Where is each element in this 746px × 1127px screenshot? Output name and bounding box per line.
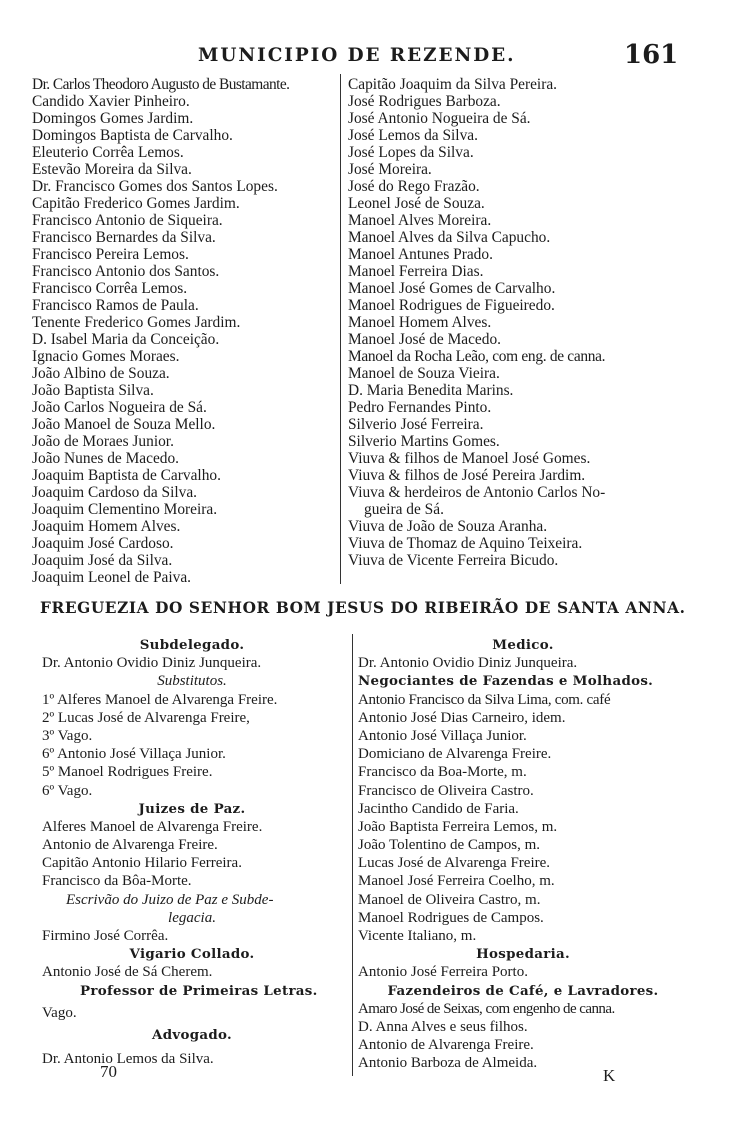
- list-item: José do Rego Frazão.: [348, 178, 480, 195]
- page-number: 161: [624, 40, 679, 70]
- section-title: FREGUEZIA DO SENHOR BOM JESUS DO RIBEIRÃO DE SANTA ANNA.: [40, 598, 686, 617]
- list-item: José Lemos da Silva.: [348, 127, 478, 144]
- list-item: José Rodrigues Barboza.: [348, 93, 501, 110]
- list-item: José Antonio Nogueira de Sá.: [348, 110, 531, 127]
- list-item: Antonio José Ferreira Porto.: [358, 964, 528, 981]
- list-item: Manoel Alves Moreira.: [348, 212, 492, 229]
- list-item: João Manoel de Souza Mello.: [32, 416, 216, 433]
- list-item: Antonio José Villaça Junior.: [358, 727, 527, 744]
- list-item: Dr. Francisco Gomes dos Santos Lopes.: [32, 178, 278, 195]
- list-item: Leonel José de Souza.: [348, 195, 485, 212]
- negociantes-heading: Negociantes de Fazendas e Molhados.: [358, 673, 654, 690]
- list-item: João Baptista Ferreira Lemos, m.: [358, 818, 558, 835]
- list-item: Viuva de Vicente Ferreira Bicudo.: [348, 552, 559, 569]
- list-item: Francisco da Boa-Morte, m.: [358, 764, 527, 781]
- list-item: Dr. Antonio Ovidio Diniz Junqueira.: [358, 655, 578, 672]
- advogado-heading: Advogado.: [152, 1026, 232, 1043]
- list-item: Manoel de Oliveira Castro, m.: [358, 891, 541, 908]
- list-item: Manoel José Gomes de Carvalho.: [348, 280, 556, 297]
- list-item: Antonio José Dias Carneiro, idem.: [358, 709, 566, 726]
- list-item: Francisco Pereira Lemos.: [32, 246, 189, 263]
- list-item: Dr. Antonio Ovidio Diniz Junqueira.: [42, 655, 262, 672]
- medico-heading: Medico.: [492, 637, 554, 653]
- name-list-left: [32, 76, 289, 586]
- subdelegado-heading: Subdelegado.: [139, 637, 245, 653]
- list-item: Francisco Ramos de Paula.: [32, 297, 199, 314]
- list-item: João Albino de Souza.: [32, 365, 170, 382]
- list-item: Viuva & filhos de José Pereira Jardim.: [348, 467, 586, 484]
- page-title: MUNICIPIO DE REZENDE.: [198, 44, 516, 66]
- list-item: João de Moraes Junior.: [32, 433, 174, 450]
- list-item: Silverio José Ferreira.: [348, 416, 484, 433]
- list-item: Alferes Manoel de Alvarenga Freire.: [42, 818, 263, 835]
- list-item: Joaquim Homem Alves.: [32, 518, 181, 535]
- list-item: Antonio de Alvarenga Freire.: [42, 837, 218, 854]
- running-head: [0, 40, 746, 72]
- list-item: João Tolentino de Campos, m.: [358, 837, 540, 854]
- officials-column: [42, 636, 342, 1068]
- substitutos-heading: Substitutos.: [157, 673, 227, 690]
- list-item: Capitão Antonio Hilario Ferreira.: [42, 855, 242, 872]
- list-item: Antonio Barboza de Almeida.: [358, 1055, 538, 1072]
- list-item: Estevão Moreira da Silva.: [32, 161, 192, 178]
- list-item: 5º Manoel Rodrigues Freire.: [42, 764, 213, 781]
- list-item: José Moreira.: [348, 161, 432, 178]
- escrivao-heading-continued: legacia.: [168, 909, 216, 926]
- list-item: 1º Alferes Manoel de Alvarenga Freire.: [42, 691, 278, 708]
- list-item: Francisco da Bôa-Morte.: [42, 873, 192, 890]
- list-item: Tenente Frederico Gomes Jardim.: [32, 314, 241, 331]
- commerce-column: [358, 636, 688, 1073]
- list-item: Antonio Francisco da Silva Lima, com. café: [358, 691, 611, 708]
- list-item: Silverio Martins Gomes.: [348, 433, 500, 450]
- list-item: Firmino José Corrêa.: [42, 928, 169, 944]
- list-item: João Baptista Silva.: [32, 382, 154, 399]
- list-item: Viuva & filhos de Manoel José Gomes.: [348, 450, 591, 467]
- list-item: 6º Antonio José Villaça Junior.: [42, 746, 226, 763]
- list-item: Manoel José Ferreira Coelho, m.: [358, 873, 555, 890]
- list-item: Domingos Baptista de Carvalho.: [32, 127, 233, 144]
- vigario-heading: Vigario Collado.: [129, 946, 255, 963]
- list-item: Domiciano de Alvarenga Freire.: [358, 746, 552, 763]
- list-item: Francisco Bernardes da Silva.: [32, 229, 216, 246]
- list-item: 6º Vago.: [42, 782, 93, 799]
- list-item: José Lopes da Silva.: [348, 144, 474, 161]
- list-item: Manoel Rodrigues de Figueiredo.: [348, 297, 555, 314]
- list-item: Francisco Antonio de Siqueira.: [32, 212, 223, 229]
- list-item: Capitão Joaquim da Silva Pereira.: [348, 76, 558, 93]
- list-item: Francisco Antonio dos Santos.: [32, 263, 220, 280]
- list-item: Joaquim José da Silva.: [32, 552, 173, 569]
- list-item: Viuva de João de Souza Aranha.: [348, 518, 548, 535]
- list-item: Dr. Antonio Lemos da Silva.: [42, 1051, 214, 1068]
- list-item: João Nunes de Macedo.: [32, 450, 180, 467]
- list-item: Manoel Ferreira Dias.: [348, 263, 484, 280]
- list-item: D. Isabel Maria da Conceição.: [32, 331, 220, 348]
- list-item: Antonio de Alvarenga Freire.: [358, 1037, 534, 1054]
- list-item: D. Anna Alves e seus filhos.: [358, 1018, 528, 1035]
- list-item: Francisco Corrêa Lemos.: [32, 280, 188, 297]
- list-item: Vicente Italiano, m.: [358, 928, 477, 944]
- list-item: Manoel da Rocha Leão, com eng. de canna.: [348, 348, 606, 365]
- list-item: Amaro José de Seixas, com engenho de canna.: [358, 1000, 615, 1017]
- signature-mark: K: [603, 1066, 616, 1085]
- list-item: Dr. Carlos Theodoro Augusto de Bustamante.: [32, 76, 290, 93]
- list-item: Eleuterio Corrêa Lemos.: [32, 144, 184, 161]
- column-divider: [352, 634, 353, 1076]
- list-item: gueira de Sá.: [364, 501, 444, 518]
- folio-number: 70: [100, 1062, 117, 1081]
- list-item: Candido Xavier Pinheiro.: [32, 93, 190, 110]
- list-item: Joaquim Leonel de Paiva.: [32, 569, 191, 586]
- list-item: Ignacio Gomes Moraes.: [32, 348, 180, 365]
- list-item: Jacintho Candido de Faria.: [358, 800, 519, 817]
- list-item: Manoel Antunes Prado.: [348, 246, 493, 263]
- list-item: Lucas José de Alvarenga Freire.: [358, 855, 551, 872]
- column-divider: [340, 74, 341, 584]
- list-item: Joaquim Cardoso da Silva.: [32, 484, 198, 501]
- list-item: Manoel Homem Alves.: [348, 314, 492, 331]
- list-item: Vago.: [42, 1004, 77, 1021]
- list-item: Francisco de Oliveira Castro.: [358, 782, 534, 799]
- list-item: Pedro Fernandes Pinto.: [348, 399, 492, 416]
- professor-heading: Professor de Primeiras Letras.: [80, 982, 318, 999]
- list-item: João Carlos Nogueira de Sá.: [32, 399, 207, 416]
- list-item: Manoel de Souza Vieira.: [348, 365, 500, 382]
- fazendeiros-heading: Fazendeiros de Café, e Lavradores.: [387, 982, 659, 999]
- list-item: Viuva de Thomaz de Aquino Teixeira.: [348, 535, 583, 552]
- juizes-heading: Juizes de Paz.: [138, 800, 246, 817]
- name-list-right: [348, 76, 605, 569]
- list-item: Antonio José de Sá Cherem.: [42, 964, 213, 981]
- list-item: Joaquim Baptista de Carvalho.: [32, 467, 221, 484]
- list-item: D. Maria Benedita Marins.: [348, 382, 514, 399]
- list-item: Viuva & herdeiros de Antonio Carlos No-: [348, 484, 606, 501]
- list-item: Capitão Frederico Gomes Jardim.: [32, 195, 240, 212]
- list-item: Domingos Gomes Jardim.: [32, 110, 194, 127]
- list-item: Manoel Rodrigues de Campos.: [358, 909, 544, 926]
- list-item: Manoel José de Macedo.: [348, 331, 502, 348]
- list-item: Joaquim José Cardoso.: [32, 535, 174, 552]
- list-item: Manoel Alves da Silva Capucho.: [348, 229, 551, 246]
- escrivao-heading: Escrivão do Juizo de Paz e Subde-: [66, 891, 274, 908]
- list-item: 2º Lucas José de Alvarenga Freire,: [42, 709, 250, 726]
- hospedaria-heading: Hospedaria.: [476, 946, 570, 963]
- list-item: 3º Vago.: [42, 727, 93, 744]
- list-item: Joaquim Clementino Moreira.: [32, 501, 218, 518]
